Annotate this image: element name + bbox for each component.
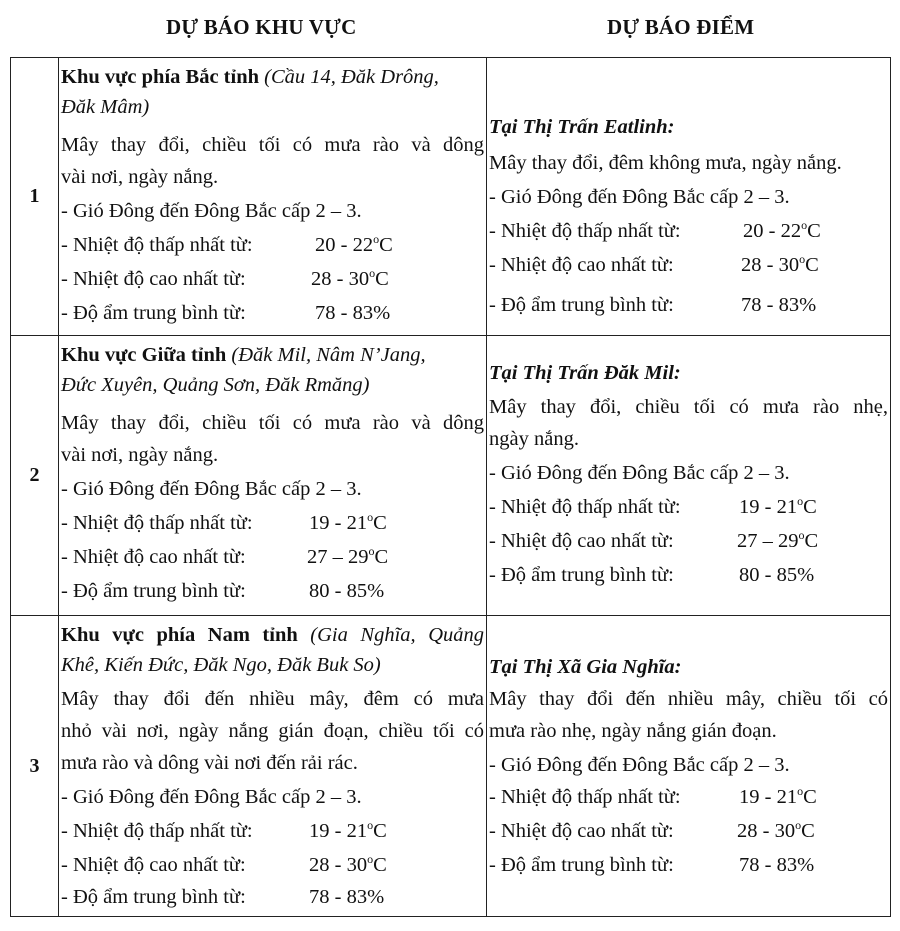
temp-max-value: 27 – 29$^o$C [737, 528, 819, 552]
region-weather: Mây thay đổi, chiều tối có mưa rào và dông [61, 412, 484, 434]
humidity-value: 78 - 83% [315, 302, 391, 324]
row-number: 1 [11, 58, 59, 336]
region-weather-continued: vài nơi, ngày nắng. [61, 166, 219, 188]
temp-min-label: - Nhiệt độ thấp nhất từ: [489, 220, 681, 242]
temp-min-value: 19 - 21$^o$C [309, 510, 387, 534]
temp-max-value: 28 - 30$^o$C [311, 266, 389, 290]
temp-max-value: 28 - 30$^o$C [737, 818, 815, 842]
humidity-value: 78 - 83% [739, 854, 815, 876]
point-weather: Mây thay đổi, đêm không mưa, ngày nắng. [489, 152, 842, 174]
temp-min-label: - Nhiệt độ thấp nhất từ: [489, 496, 681, 518]
row-number: 3 [11, 616, 59, 917]
humidity-label: - Độ ẩm trung bình từ: [61, 302, 246, 324]
region-wind: - Gió Đông đến Đông Bắc cấp 2 – 3. [61, 786, 362, 808]
region-weather-continued: nhỏ vài nơi, ngày nắng gián đoạn, chiều tối có [61, 720, 484, 742]
region-places-continued: Khê, Kiến Đức, Đăk Ngo, Đăk Buk So) [61, 654, 381, 676]
table-row [11, 616, 891, 917]
humidity-label: - Độ ẩm trung bình từ: [489, 564, 674, 586]
region-places: (Cầu 14, Đăk Drông, [259, 66, 439, 88]
temp-min-value: 20 - 22$^o$C [743, 218, 821, 242]
region-name: Khu vực phía Bắc tỉnh [61, 66, 259, 88]
region-weather: Mây thay đổi đến nhiều mây, đêm có mưa [61, 688, 484, 710]
region-forecast-cell [59, 58, 487, 336]
point-weather: Mây thay đổi, chiều tối có mưa rào nhẹ, [489, 396, 888, 418]
region-places: (Gia Nghĩa, Quảng [297, 624, 485, 646]
region-weather-continued: vài nơi, ngày nắng. [61, 444, 219, 466]
temp-max-value: 27 – 29$^o$C [307, 544, 389, 568]
point-title: Tại Thị Trấn Đăk Mil: [489, 362, 681, 384]
table-row [11, 336, 891, 616]
point-wind: - Gió Đông đến Đông Bắc cấp 2 – 3. [489, 754, 790, 776]
region-places: (Đăk Mil, Nâm N’Jang, [226, 344, 426, 366]
point-weather-continued: mưa rào nhẹ, ngày nắng gián đoạn. [489, 720, 777, 742]
point-forecast-cell [487, 336, 891, 616]
temp-max-label: - Nhiệt độ cao nhất từ: [61, 854, 246, 876]
temp-max-label: - Nhiệt độ cao nhất từ: [61, 268, 246, 290]
forecast-table [10, 57, 891, 917]
temp-min-label: - Nhiệt độ thấp nhất từ: [61, 820, 253, 842]
humidity-label: - Độ ẩm trung bình từ: [61, 580, 246, 602]
humidity-value: 80 - 85% [739, 564, 815, 586]
region-name: Khu vực Giữa tỉnh [61, 344, 227, 366]
row-number: 2 [11, 336, 59, 616]
region-name: Khu vực phía Nam tỉnh [61, 624, 298, 646]
point-wind: - Gió Đông đến Đông Bắc cấp 2 – 3. [489, 186, 790, 208]
temp-max-value: 28 - 30$^o$C [309, 852, 387, 876]
temp-max-label: - Nhiệt độ cao nhất từ: [489, 820, 674, 842]
point-forecast-cell [487, 616, 891, 917]
humidity-label: - Độ ẩm trung bình từ: [61, 886, 246, 908]
region-wind: - Gió Đông đến Đông Bắc cấp 2 – 3. [61, 478, 362, 500]
point-weather: Mây thay đổi đến nhiều mây, chiều tối có [489, 688, 888, 710]
point-weather-continued: ngày nắng. [489, 428, 579, 450]
temp-min-label: - Nhiệt độ thấp nhất từ: [61, 234, 253, 256]
table-row [11, 58, 891, 336]
temp-min-label: - Nhiệt độ thấp nhất từ: [61, 512, 253, 534]
region-places-continued: Đăk Mâm) [61, 96, 150, 118]
region-forecast-cell [59, 336, 487, 616]
temp-min-value: 19 - 21$^o$C [739, 784, 817, 808]
point-title: Tại Thị Trấn Eatlinh: [489, 116, 675, 138]
region-places-continued: Đức Xuyên, Quảng Sơn, Đăk Rmăng) [61, 374, 370, 396]
humidity-value: 80 - 85% [309, 580, 385, 602]
humidity-value: 78 - 83% [309, 886, 385, 908]
region-weather-continued: mưa rào và dông vài nơi đến rải rác. [61, 752, 358, 774]
temp-min-value: 19 - 21$^o$C [309, 818, 387, 842]
area-forecast-heading: DỰ BÁO KHU VỰC [166, 15, 357, 39]
temp-max-value: 28 - 30$^o$C [741, 252, 819, 276]
temp-min-value: 20 - 22$^o$C [315, 232, 393, 256]
humidity-label: - Độ ẩm trung bình từ: [489, 854, 674, 876]
point-forecast-cell [487, 58, 891, 336]
temp-max-label: - Nhiệt độ cao nhất từ: [489, 254, 674, 276]
temp-max-label: - Nhiệt độ cao nhất từ: [61, 546, 246, 568]
point-title: Tại Thị Xã Gia Nghĩa: [489, 656, 682, 678]
humidity-label: - Độ ẩm trung bình từ: [489, 294, 674, 316]
temp-max-label: - Nhiệt độ cao nhất từ: [489, 530, 674, 552]
temp-min-value: 19 - 21$^o$C [739, 494, 817, 518]
region-wind: - Gió Đông đến Đông Bắc cấp 2 – 3. [61, 200, 362, 222]
point-forecast-heading: DỰ BÁO ĐIỂM [607, 15, 755, 39]
region-weather: Mây thay đổi, chiều tối có mưa rào và dông [61, 134, 484, 156]
temp-min-label: - Nhiệt độ thấp nhất từ: [489, 786, 681, 808]
region-forecast-cell [59, 616, 487, 917]
humidity-value: 78 - 83% [741, 294, 817, 316]
point-wind: - Gió Đông đến Đông Bắc cấp 2 – 3. [489, 462, 790, 484]
